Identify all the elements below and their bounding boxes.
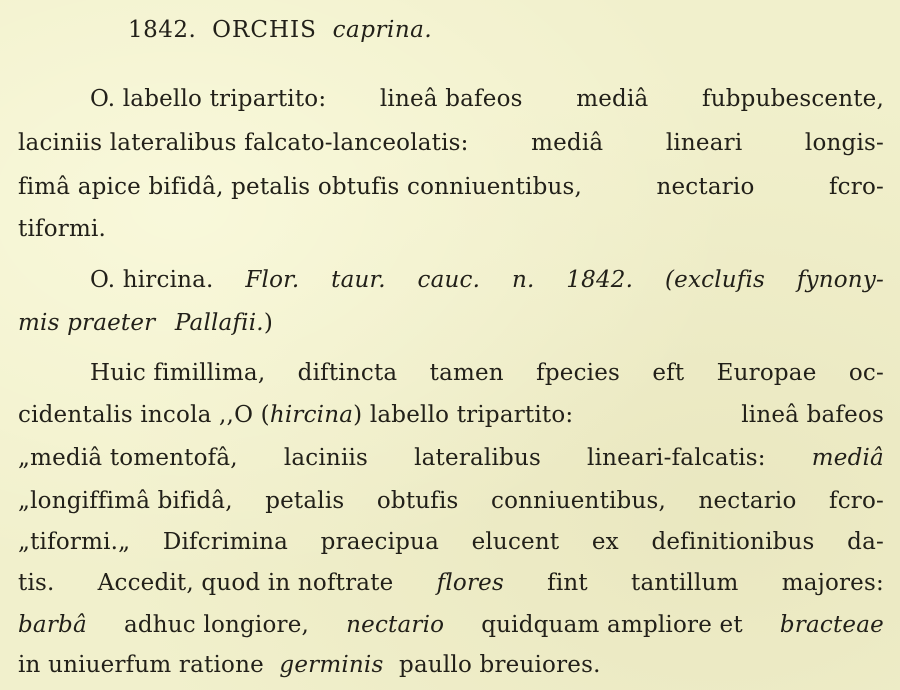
text-fragment: 1842. [566,267,634,293]
species-number: 1842. [128,17,197,43]
text-fragment: O. hircina. [90,267,214,293]
text-fragment: tamen [429,360,504,386]
text-fragment: lateralibus [414,445,541,471]
text-fragment: diftincta [297,360,398,386]
text-fragment: lineâ bafeos [741,402,884,428]
text-fragment: petalis [265,488,345,514]
text-fragment: „mediâ tomentofâ, [18,445,238,471]
text-fragment: quidquam ampliore et [481,612,743,638]
text-fragment: longis- [804,130,884,156]
diagnosis-line-1 [90,84,884,114]
text-fragment: adhuc longiore, [123,612,310,638]
text-fragment: oc- [848,360,884,386]
text-fragment: lineâ bafeos [379,86,523,112]
author-name: Pallafii. [174,310,264,336]
text-fragment: praecipua [320,529,439,555]
text-fragment: n. [511,267,535,293]
text-fragment: taur. [331,267,386,293]
text-fragment: in uniuerfum ratione [18,652,264,678]
synonym-line-1 [90,265,884,295]
text-fragment: fubpubescente, [702,86,884,112]
text-fragment: tiformi. [18,216,107,242]
discussion-line-2 [18,400,884,430]
species-name: caprina. [332,17,433,43]
text-fragment: cauc. [417,267,481,293]
text-fragment: elucent [471,529,560,555]
text-fragment: nectario [346,612,445,638]
text-fragment: fpecies [536,360,621,386]
genus-name: ORCHIS [212,17,317,43]
text-fragment: laciniis [283,445,369,471]
text-fragment: Difcrimina [162,529,289,555]
discussion-line-4 [18,486,884,516]
diagnosis-line-2 [18,128,884,158]
discussion-line-5 [18,527,884,557]
text-fragment: „longiffimâ bifidâ, [18,488,233,514]
text-fragment: (exclufis [664,267,766,293]
text-fragment: fynony- [796,267,884,293]
text-fragment: germinis [279,652,384,678]
text-fragment: „tiformi.„ [18,529,131,555]
text-fragment: fcro- [828,174,884,200]
text-fragment: paullo breuiores. [399,652,601,678]
text-fragment: lineari-falcatis: [587,445,766,471]
text-fragment: hircina [269,402,354,428]
species-heading [128,17,432,43]
text-fragment: nectario [698,488,797,514]
synonym-line-2 [18,308,884,338]
discussion-line-3 [18,443,884,473]
text-fragment: obtufis [376,488,459,514]
text-fragment: mediâ [531,130,604,156]
discussion-line-7 [18,610,884,640]
text-fragment: ex [591,529,619,555]
text-fragment: flores [436,570,504,596]
text-fragment: ) labello tripartito: [353,402,574,428]
discussion-line-8 [18,650,884,680]
text-fragment: tis. [18,570,55,596]
text-fragment: lineari [665,130,743,156]
text-fragment: fcro- [828,488,884,514]
diagnosis-line-3 [18,172,884,202]
text-fragment: cidentalis incola ,,O ( [18,402,270,428]
text-fragment: fint [547,570,588,596]
text-fragment: O. labello tripartito: [90,86,327,112]
text-fragment: Flor. [245,267,300,293]
text-fragment: majores: [781,570,884,596]
diagnosis-line-4 [18,214,884,244]
text-fragment: ) [263,310,273,336]
text-fragment: fimâ apice bifidâ, petalis obtufis conniuentibus, [18,174,583,200]
discussion-line-1 [90,358,884,388]
text-fragment: da- [847,529,884,555]
text-fragment: mediâ [811,445,884,471]
text-fragment: eft [652,360,685,386]
discussion-line-6 [18,568,884,598]
text-fragment: laciniis lateralibus falcato-lanceolatis: [18,130,469,156]
text-fragment: definitionibus [651,529,815,555]
text-fragment: barbâ [18,612,87,638]
text-fragment: Europae [716,360,817,386]
text-fragment: mediâ [576,86,649,112]
text-fragment: conniuentibus, [491,488,667,514]
text-fragment: Accedit, quod in noftrate [97,570,394,596]
text-fragment: mis praeter [18,310,156,336]
text-fragment: bracteae [779,612,884,638]
text-fragment: nectario [656,174,755,200]
text-fragment: tantillum [631,570,739,596]
text-fragment: Huic fimillima, [90,360,266,386]
